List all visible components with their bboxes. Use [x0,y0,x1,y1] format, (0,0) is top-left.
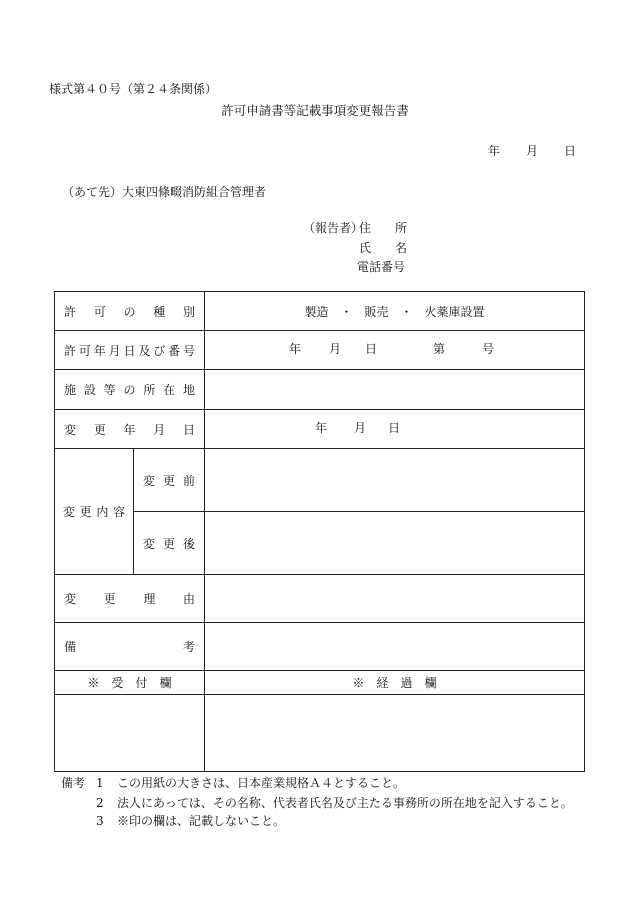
row-remarks [55,623,585,671]
report-form-table [54,291,585,772]
date-month: 月 [526,144,539,158]
addressee: （あて先）大東四條畷消防組合管理者 [62,185,267,199]
permit-date-number-value[interactable] [205,331,585,370]
note-item-3 [96,812,285,829]
change-year: 年 [315,421,328,435]
note-number: 2 [96,796,104,810]
note-item-1 [96,774,405,791]
note-item-2 [96,794,573,811]
row-change-before [55,449,585,512]
facility-location-label: 施 設 等 の 所 在 地 [55,370,205,410]
change-date-value[interactable] [205,410,585,449]
row-permit-type [55,292,585,331]
reporter-phone-label: 電話番号 [357,260,406,274]
change-before-value[interactable] [205,449,585,512]
facility-location-value[interactable] [205,370,585,410]
permit-no-prefix: 第 [433,342,446,356]
document-title: 許可申請書等記載事項変更報告書 [221,103,409,118]
permit-date-number-label: 許 可 年 月 日 及 び 番 号 [55,331,205,370]
row-office-headers [55,671,585,695]
remarks-label: 備 考 [55,623,205,671]
reception-header: ※ 受 付 欄 [55,671,205,695]
row-office-fields [55,695,585,772]
report-date [488,142,576,159]
change-day: 日 [388,421,401,435]
note-text: この用紙の大きさは、日本産業規格Ａ４とすること。 [117,776,406,790]
permit-day: 日 [365,342,378,356]
row-change-date [55,410,585,449]
row-change-after [55,512,585,575]
reporter-name-label: 氏 名 [359,241,408,255]
notes-heading: 備考 [61,776,86,790]
row-facility-location [55,370,585,410]
date-year: 年 [488,144,501,158]
reporter-label: （報告者） [303,221,364,235]
note-number: 1 [96,776,104,790]
remarks-value[interactable] [205,623,585,671]
change-after-label: 変 更 後 [134,512,205,575]
date-day: 日 [564,144,577,158]
form-number: 様式第４０号（第２４条関係） [49,82,218,96]
reporter-address-label: 住 所 [359,221,408,235]
change-reason-value[interactable] [205,575,585,623]
note-text: ※印の欄は、記載しないこと。 [117,814,286,828]
change-before-label: 変 更 前 [134,449,205,512]
change-month: 月 [354,421,367,435]
progress-header: ※ 経 過 欄 [205,671,585,695]
note-text: 法人にあっては、その名称、代表者氏名及び主たる事務所の所在地を記入すること。 [117,796,573,810]
row-permit-date-number [55,331,585,370]
note-number: 3 [96,814,104,828]
change-reason-label: 変 更 理 由 [55,575,205,623]
permit-month: 月 [329,342,342,356]
permit-no-suffix: 号 [482,342,495,356]
progress-field [205,695,585,772]
change-date-label: 変 更 年 月 日 [55,410,205,449]
permit-type-value[interactable]: 製造 ・ 販売 ・ 火薬庫設置 [205,292,585,331]
change-content-label: 変 更 内 容 [55,449,134,575]
change-after-value[interactable] [205,512,585,575]
reception-field [55,695,205,772]
permit-type-label: 許 可 の 種 別 [55,292,205,331]
permit-year: 年 [289,342,302,356]
row-change-reason [55,575,585,623]
